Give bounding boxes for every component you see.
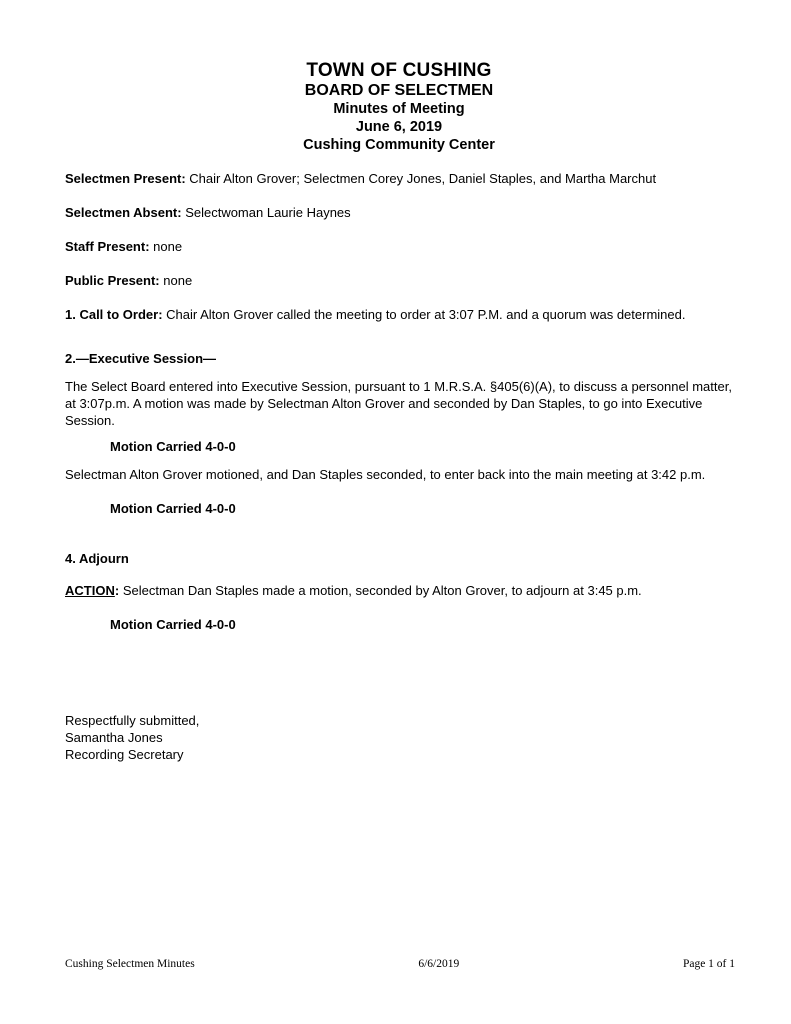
call-to-order-label: 1. Call to Order: [65,307,163,322]
action-text: Selectman Dan Staples made a motion, seconded by Alton Grover, to adjourn at 3:45 p.m. [122,583,642,598]
attendance-value: Chair Alton Grover; Selectmen Corey Jones, Daniel Staples, and Martha Marchut [189,171,657,186]
title-town: TOWN OF CUSHING [306,60,492,81]
title-minutes: Minutes of Meeting [333,101,465,117]
attendance-staff-present [65,238,733,255]
motion-carried-2: Motion Carried 4-0-0 [110,501,236,516]
attendance-label: Staff Present: [65,239,150,254]
attendance-label: Selectmen Present: [65,171,186,186]
executive-session-paragraph-1: The Select Board entered into Executive Session, pursuant to 1 M.R.S.A. §405(6)(A), to discuss a personnel matter, at 3:07p.m. A motion was made by Selectman Alton Grover and seconded by Dan Staples, to go into Executive Session. [65,379,732,428]
title-location: Cushing Community Center [303,137,495,153]
motion-carried-3: Motion Carried 4-0-0 [110,617,236,632]
attendance-value: none [153,239,183,254]
footer-date: 6/6/2019 [418,958,460,970]
adjourn-action [65,582,733,599]
attendance-label: Public Present: [65,273,160,288]
motion-carried-1: Motion Carried 4-0-0 [110,439,236,454]
document-header [65,60,733,154]
call-to-order [65,306,733,323]
footer-document-name: Cushing Selectmen Minutes [65,958,195,970]
title-board: BOARD OF SELECTMEN [304,82,494,99]
title-date: June 6, 2019 [355,119,443,135]
signature-name: Samantha Jones [65,730,163,745]
attendance-public-present [65,272,733,289]
executive-session-paragraph-2: Selectman Alton Grover motioned, and Dan Staples seconded, to enter back into the main meeting at 3:42 p.m. [65,467,706,482]
call-to-order-text: Chair Alton Grover called the meeting to order at 3:07 P.M. and a quorum was determined. [166,307,686,322]
executive-session-heading: 2.—Executive Session— [65,351,217,366]
adjourn-heading: 4. Adjourn [65,551,129,566]
action-colon: : [114,583,120,598]
attendance-value: none [163,273,193,288]
attendance-selectmen-absent [65,204,733,221]
attendance-label: Selectmen Absent: [65,205,182,220]
attendance-selectmen-present [65,170,733,187]
page-footer [65,958,735,970]
signature-block [65,712,733,763]
signature-opening: Respectfully submitted, [65,713,200,728]
document-content [65,60,733,763]
action-label: ACTION [65,583,115,598]
footer-page-number: Page 1 of 1 [682,958,735,970]
attendance-value: Selectwoman Laurie Haynes [185,205,351,220]
signature-title: Recording Secretary [65,747,184,762]
